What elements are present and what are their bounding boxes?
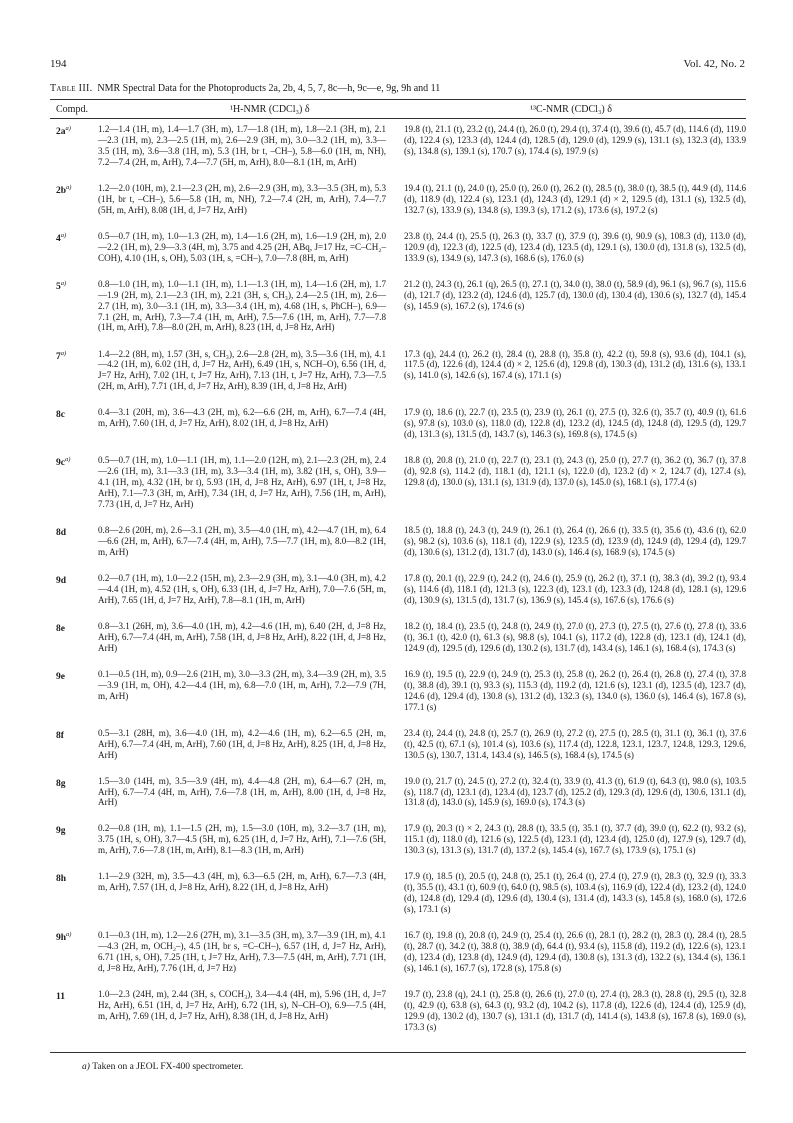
h-nmr-data: 0.5—0.7 (1H, m), 1.0—1.3 (2H, m), 1.4—1.6 (2H, m), 1.6—1.9 (2H, m), 2.0—2.2 (1H, m), 2.9—3.3 (4H, m), 3.75 and 4.25 (2H, ABq, J=17 Hz, =C–CH₂–COH), 4.10 (1H, s, OH), 5.03 (1H, s, =CH–), 7.0—7.8 (8H, m, ArH) [98,230,386,263]
c-nmr-data: 17.9 (t), 18.5 (t), 20.5 (t), 24.8 (t), 25.1 (t), 26.4 (t), 27.4 (t), 27.9 (t), 28.3 (t), 32.9 (t), 33.3 (t), 35.5 (t), 43.1 (t), 60.9 (t), 64.0 (t), 98.5 (s), 103.4 (s), 116.9 (d), 122.4 (d), 123.2 (d), 124.0 (d), 124.8 (d), 129.4 (d), 129.6 (d), 130.4 (s), 131.4 (d), 143.3 (s), 145.8 (s), 168.0 (s), 172.6 (s), 173.1 (s) [404,871,746,915]
compound-id: 9e [56,671,65,682]
footnote-mark: a) [82,1062,90,1072]
c-nmr-data: 19.8 (t), 21.1 (t), 23.2 (t), 24.4 (t), 26.0 (t), 29.4 (t), 37.4 (t), 39.6 (t), 45.7 (d), 114.6 (d), 119.0 (d), 122.4 (s), 123.3 (d), 124.4 (d), 128.5 (d), 129.0 (d), 129.9 (s), 131.1 (s), 132.3 (d), 133.9 (s), 134.8 (s), 139.1 (s), 170.7 (s), 174.4 (s), 197.9 (s) [404,124,746,156]
h-nmr-data: 0.8—2.6 (20H, m), 2.6—3.1 (2H, m), 3.5—4.0 (1H, m), 4.2—4.7 (1H, m), 6.4—6.6 (2H, m, ArH), 6.7—7.4 (4H, m, ArH), 7.5—7.7 (1H, m), 8.0—8.2 (1H, m, ArH) [98,525,386,558]
table-header-rule [50,118,746,119]
compound-id: 8e [56,624,65,635]
h-nmr-data: 0.4—3.1 (20H, m), 3.6—4.3 (2H, m), 6.2—6.6 (2H, m, ArH), 6.7—7.4 (4H, m, ArH), 7.60 (1H, d, J=7 Hz, ArH), 8.02 (1H, d, J=8 Hz, ArH) [98,407,386,429]
h-nmr-data: 0.2—0.8 (1H, m), 1.1—1.5 (2H, m), 1.5—3.0 (10H, m), 3.2—3.7 (1H, m), 3.75 (1H, s, OH), 3.7—4.5 (5H, m), 6.25 (1H, d, J=7 Hz, ArH), 7.1—7.6 (5H, m, ArH), 7.6—7.8 (1H, m, ArH), 8.1—8.3 (1H, m, ArH) [98,823,386,856]
c-nmr-data: 19.7 (t), 23.8 (q), 24.1 (t), 25.8 (t), 26.6 (t), 27.0 (t), 27.4 (t), 28.3 (t), 28.8 (t), 29.5 (t), 32.8 (t), 42.9 (t), 63.8 (s), 64.3 (t), 93.2 (d), 104.2 (s), 117.8 (d), 122.6 (d), 124.4 (d), 125.9 (d), 129.9 (d), 130.2 (d), 130.7 (s), 131.1 (d), 131.7 (d), 141.4 (s), 143.8 (s), 167.8 (s), 169.0 (s), 173.3 (s) [404,989,746,1032]
h-nmr-data: 1.1—2.9 (32H, m), 3.5—4.3 (4H, m), 6.3—6.5 (2H, m, ArH), 6.7—7.3 (4H, m, ArH), 7.57 (1H, d, J=8 Hz, ArH), 8.22 (1H, d, J=8 Hz, ArH) [98,871,386,893]
c-nmr-data: 23.4 (t), 24.4 (t), 24.8 (t), 25.7 (t), 26.9 (t), 27.2 (t), 27.5 (t), 28.5 (t), 31.1 (t), 36.1 (t), 37.6 (t), 42.5 (t), 67.1 (s), 101.4 (s), 103.6 (s), 117.4 (d), 122.8, 123.1, 123.7, 124.8, 129.3, 129.6, 130.5 (s), 130.7, 131.4, 143.4 (s), 146.5 (s), 168.4 (s), 174.5 (s) [404,727,746,760]
compound-id: 5$^{a)}$ [56,279,67,292]
table-top-rule [50,99,746,100]
table-bottom-rule [50,1052,746,1053]
compound-id: 7$^{a)}$ [56,349,67,362]
c-nmr-data: 21.2 (t), 24.3 (t), 26.1 (q), 26.5 (t), 27.1 (t), 34.0 (t), 38.0 (t), 58.9 (d), 96.1 (s), 96.7 (s), 115.6 (d), 121.7 (d), 123.2 (d), 124.6 (d), 125.7 (d), 130.0 (d), 130.4 (d), 130.6 (s), 132.7 (d), 145.4 (s), 145.9 (s), 167.2 (s), 174.6 (s) [404,278,746,311]
c-nmr-data: 19.4 (t), 21.1 (t), 24.0 (t), 25.0 (t), 26.0 (t), 26.2 (t), 28.5 (t), 38.0 (t), 38.5 (t), 44.9 (d), 114.6 (d), 118.9 (d), 122.4 (s), 123.1 (d), 124.3 (d), 129.1 (d) × 2, 129.5 (d), 131.1 (s), 132.5 (d), 132.7 (s), 133.9 (s), 134.8 (s), 139.3 (s), 171.2 (s), 173.6 (s), 197.2 (s) [404,182,746,215]
compound-id: $2b^{a)}$ [56,183,72,197]
h-nmr-data: 0.1—0.3 (1H, m), 1.2—2.6 (27H, m), 3.1—3.5 (3H, m), 3.7—3.9 (1H, m), 4.1—4.3 (2H, m, OCH₂–), 4.5 (1H, br s, =C–CH–), 6.57 (1H, d, J=7 Hz, ArH), 6.71 (1H, s, OH), 7.25 (1H, t, J=7 Hz, ArH), 7.3—7.5 (4H, m, ArH), 7.71 (1H, d, J=8 Hz, ArH), 7.76 (1H, d, J=7 Hz) [98,930,386,974]
table-label: Table III. [50,83,93,94]
c-nmr-data: 23.8 (t), 24.4 (t), 25.5 (t), 26.3 (t), 33.7 (t), 37.9 (t), 39.6 (t), 90.9 (s), 108.3 (d), 113.0 (d), 120.9 (d), 122.3 (d), 122.5 (d), 123.4 (d), 123.5 (d), 129.1 (s), 130.0 (d), 131.8 (s), 132.5 (d), 133.9 (s), 134.9 (s), 147.3 (s), 168.6 (s), 176.0 (s) [404,230,746,263]
compound-id: 8g [56,778,66,789]
table-title: NMR Spectral Data for the Photoproducts 2a, 2b, 4, 5, 7, 8c—h, 9c—e, 9g, 9h and 11 [97,83,441,94]
h-nmr-data: 0.8—3.1 (26H, m), 3.6—4.0 (1H, m), 4.2—4.6 (1H, m), 6.40 (2H, d, J=8 Hz, ArH), 6.7—7.4 (4H, m, ArH), 7.58 (1H, d, J=8 Hz, ArH), 8.22 (1H, d, J=8 Hz, ArH) [98,620,386,653]
c-nmr-data: 19.0 (t), 21.7 (t), 24.5 (t), 27.2 (t), 32.4 (t), 33.9 (t), 41.3 (t), 61.9 (t), 64.3 (t), 98.0 (s), 103.5 (s), 118.7 (d), 123.1 (d), 123.4 (d), 123.7 (d), 125.2 (d), 129.3 (d), 129.6 (d), 130.6, 131.1 (d), 131.8 (d), 143.0 (s), 145.9 (s), 169.0 (s), 174.3 (s) [404,775,746,808]
c-nmr-data: 17.3 (q), 24.4 (t), 26.2 (t), 28.4 (t), 28.8 (t), 35.8 (t), 42.2 (t), 59.8 (s), 93.6 (d), 104.1 (s), 117.5 (d), 122.6 (d), 124.4 (d) × 2, 125.6 (d), 129.8 (d), 130.3 (d), 131.2 (d), 131.6 (s), 133.1 (s), 141.0 (s), 142.6 (s), 167.4 (s), 171.1 (s) [404,348,746,381]
c-nmr-data: 16.9 (t), 19.5 (t), 22.9 (t), 24.9 (t), 25.3 (t), 25.8 (t), 26.2 (t), 26.4 (t), 26.8 (t), 27.4 (t), 37.8 (t), 38.8 (d), 39.1 (t), 93.3 (s), 115.3 (d), 119.2 (d), 121.6 (s), 123.1 (d), 123.5 (d), 123.7 (d), 124.6 (d), 129.4 (d), 130.8 (s), 131.2 (d), 132.3 (s), 134.0 (s), 136.0 (s), 146.4 (s), 167.8 (s), 177.1 (s) [404,668,746,712]
journal-volume: Vol. 42, No. 2 [683,58,745,70]
compound-id: 8d [56,528,67,539]
c-nmr-data: 17.9 (t), 18.6 (t), 22.7 (t), 23.5 (t), 23.9 (t), 26.1 (t), 27.5 (t), 32.6 (t), 35.7 (t), 40.9 (t), 61.6 (s), 97.8 (s), 103.0 (s), 118.0 (d), 122.8 (d), 123.2 (d), 124.5 (d), 124.8 (d), 129.5 (d), 129.7 (d), 131.3 (s), 131.5 (d), 143.7 (s), 146.3 (s), 169.8 (s), 174.5 (s) [404,407,746,440]
c-nmr-data: 18.5 (t), 18.8 (t), 24.3 (t), 24.9 (t), 26.1 (t), 26.4 (t), 26.6 (t), 33.5 (t), 35.6 (t), 43.6 (t), 62.0 (s), 98.2 (s), 103.6 (s), 118.1 (d), 122.9 (s), 123.5 (d), 123.9 (d), 124.9 (d), 129.4 (d), 129.7 (d), 130.6 (s), 131.2 (d), 131.7 (d), 143.0 (s), 146.4 (s), 168.9 (s), 174.5 (s) [404,525,746,558]
header-13c-nmr: ¹³C-NMR (CDCl₃) δ [530,104,612,115]
h-nmr-data: 0.5—0.7 (1H, m), 1.0—1.1 (1H, m), 1.1—2.0 (12H, m), 2.1—2.3 (2H, m), 2.4—2.6 (1H, m), 3.1—3.3 (1H, m), 3.3—3.4 (1H, m), 3.82 (1H, s, OH), 3.9—4.1 (1H, m), 4.32 (1H, br t), 5.93 (1H, d, J=8 Hz, ArH), 6.97 (1H, t, J=8 Hz, ArH), 7.1—7.3 (3H, m, ArH), 7.34 (1H, d, J=7 Hz, ArH), 7.56 (1H, m, ArH), 7.73 (1H, d, J=7 Hz, ArH) [98,455,386,510]
h-nmr-data: 1.2—2.0 (10H, m), 2.1—2.3 (2H, m), 2.6—2.9 (3H, m), 3.3—3.5 (3H, m), 5.3 (1H, br t, –CH–), 5.6—5.8 (1H, m, NH), 7.2—7.4 (2H, m, ArH), 7.4—7.7 (5H, m, ArH), 8.08 (1H, d, J=7 Hz, ArH) [98,182,386,215]
h-nmr-data: 1.4—2.2 (8H, m), 1.57 (3H, s, CH₃), 2.6—2.8 (2H, m), 3.5—3.6 (1H, m), 4.1—4.2 (1H, m), 6.02 (1H, d, J=7 Hz, ArH), 6.49 (1H, s, NCH–O), 6.56 (1H, d, J=7 Hz, ArH), 7.02 (1H, t, J=7 Hz, ArH), 7.13 (1H, t, J=7 Hz, ArH), 7.3—7.5 (2H, m, ArH), 7.71 (1H, d, J=7 Hz, ArH), 8.39 (1H, d, J=8 Hz, ArH) [98,348,386,392]
h-nmr-data: 0.2—0.7 (1H, m), 1.0—2.2 (15H, m), 2.3—2.9 (3H, m), 3.1—4.0 (3H, m), 4.2—4.4 (1H, m), 4.52 (1H, s, OH), 6.33 (1H, d, J=7 Hz, ArH), 7.0—7.6 (5H, m, ArH), 7.65 (1H, d, J=7 Hz, ArH), 7.8—8.1 (1H, m, ArH) [98,573,386,605]
c-nmr-data: 17.8 (t), 20.1 (t), 22.9 (t), 24.2 (t), 24.6 (t), 25.9 (t), 26.2 (t), 37.1 (t), 38.3 (d), 39.2 (t), 93.4 (s), 114.6 (d), 118.1 (d), 121.3 (s), 122.3 (d), 123.1 (d), 123.3 (d), 124.8 (d), 128.1 (s), 129.6 (d), 130.9 (s), 131.5 (d), 131.7 (s), 136.9 (s), 145.4 (s), 167.6 (s), 176.6 (s) [404,573,746,605]
c-nmr-data: 16.7 (t), 19.8 (t), 20.8 (t), 24.9 (t), 25.4 (t), 26.6 (t), 28.1 (t), 28.2 (t), 28.3 (t), 28.4 (t), 28.5 (t), 28.7 (t), 34.2 (t), 38.8 (t), 38.9 (d), 64.4 (t), 93.4 (s), 115.8 (d), 119.2 (d), 122.6 (s), 123.1 (d), 123.4 (d), 123.8 (d), 124.9 (d), 129.4 (d), 130.8 (s), 131.3 (d), 132.2 (s), 134.4 (s), 136.1 (s), 146.1 (s), 167.7 (s), 172.8 (s), 175.8 (s) [404,930,746,974]
h-nmr-data: 0.1—0.5 (1H, m), 0.9—2.6 (21H, m), 3.0—3.3 (2H, m), 3.4—3.9 (2H, m), 3.5—3.9 (1H, m, OH), 4.2—4.4 (1H, m), 6.8—7.0 (1H, m, ArH), 7.2—7.9 (7H, m, ArH) [98,668,386,701]
h-nmr-data: 1.2—1.4 (1H, m), 1.4—1.7 (3H, m), 1.7—1.8 (1H, m), 1.8—2.1 (3H, m), 2.1—2.3 (1H, m), 2.3—2.5 (1H, m), 2.6—2.9 (3H, m), 3.0—3.2 (1H, m), 3.3—3.5 (1H, m), 3.6—3.8 (1H, m), 5.3 (1H, br t, –CH–), 5.8—6.0 (1H, m, NH), 7.2—7.4 (2H, m, ArH), 7.4—7.7 (5H, m, ArH), 8.0—8.1 (1H, m, ArH) [98,124,386,167]
compound-id: 8f [56,730,64,741]
header-1h-nmr: ¹H-NMR (CDCl₃) δ [230,104,310,115]
compound-id: 8c [56,410,65,421]
header-compd: Compd. [56,104,88,115]
table-caption [50,83,750,94]
compound-id: 9g [56,826,66,837]
footnote-text: Taken on a JEOL FX-400 spectrometer. [92,1062,244,1072]
h-nmr-data: 0.8—1.0 (1H, m), 1.0—1.1 (1H, m), 1.1—1.3 (1H, m), 1.4—1.6 (2H, m), 1.7—1.9 (2H, m), 2.1—2.3 (1H, m), 2.21 (3H, s, CH₃), 2.4—2.5 (1H, m), 2.6—2.7 (1H, m), 3.0—3.1 (1H, m), 3.3—3.4 (1H, m), 4.68 (1H, s, PhCH–), 6.9—7.1 (2H, m, ArH), 7.3—7.4 (1H, m, ArH), 7.5—7.6 (1H, m, ArH), 7.7—7.8 (1H, m, ArH), 7.8—8.0 (2H, m, ArH), 8.23 (1H, d, J=8 Hz, ArH) [98,278,386,333]
footnote [82,1062,243,1072]
compound-id: $9c^{a)}$ [56,456,71,469]
c-nmr-data: 18.2 (t), 18.4 (t), 23.5 (t), 24.8 (t), 24.9 (t), 27.0 (t), 27.3 (t), 27.5 (t), 27.6 (t), 27.8 (t), 33.6 (t), 36.1 (t), 42.0 (t), 61.3 (s), 98.8 (s), 104.1 (s), 117.2 (d), 122.8 (d), 123.1 (d), 124.1 (d), 124.9 (d), 129.5 (d), 129.6 (d), 130.2 (s), 131.7 (d), 143.4 (s), 146.1 (s), 168.4 (s), 174.3 (s) [404,620,746,653]
compound-id: $2a^{a)}$ [56,125,71,138]
compound-id: $9h^{a)}$ [56,931,72,944]
compound-id: 8h [56,874,67,885]
c-nmr-data: 17.9 (t), 20.3 (t) × 2, 24.3 (t), 28.8 (t), 33.5 (t), 35.1 (t), 37.7 (d), 39.0 (t), 62.2 (t), 93.2 (s), 115.1 (d), 118.0 (d), 121.6 (s), 122.5 (d), 123.1 (d), 123.4 (d), 125.0 (d), 127.9 (s), 129.7 (d), 130.3 (s), 131.3 (s), 131.7 (d), 137.2 (s), 145.4 (s), 167.7 (s), 173.9 (s), 175.1 (s) [404,823,746,856]
page-number: 194 [50,58,67,70]
compound-id: 4$^{a)}$ [56,231,67,244]
h-nmr-data: 1.5—3.0 (14H, m), 3.5—3.9 (4H, m), 4.4—4.8 (2H, m), 6.4—6.7 (2H, m, ArH), 6.7—7.4 (4H, m, ArH), 7.6—7.8 (1H, m, ArH), 8.00 (1H, d, J=8 Hz, ArH) [98,775,386,808]
compound-id: 9d [56,576,67,587]
h-nmr-data: 0.5—3.1 (28H, m), 3.6—4.0 (1H, m), 4.2—4.6 (1H, m), 6.2—6.5 (2H, m, ArH), 6.7—7.4 (4H, m, ArH), 7.60 (1H, d, J=8 Hz, ArH), 8.25 (1H, d, J=8 Hz, ArH) [98,727,386,760]
h-nmr-data: 1.0—2.3 (24H, m), 2.44 (3H, s, COCH₃), 3.4—4.4 (4H, m), 5.96 (1H, d, J=7 Hz, ArH), 6.51 (1H, d, J=7 Hz, ArH), 6.72 (1H, s), N–CH–O), 6.9—7.5 (4H, m, ArH), 7.69 (1H, d, J=7 Hz, ArH), 8.38 (1H, d, J=8 Hz, ArH) [98,989,386,1022]
compound-id: 11 [56,992,65,1003]
c-nmr-data: 18.8 (t), 20.8 (t), 21.0 (t), 22.7 (t), 23.1 (t), 24.3 (t), 25.0 (t), 27.7 (t), 36.2 (t), 36.7 (t), 37.8 (d), 92.8 (s), 114.2 (d), 118.1 (d), 121.1 (s), 122.0 (d), 123.2 (d) × 2, 124.7 (d), 127.4 (s), 129.8 (d), 130.0 (s), 131.1 (s), 131.9 (d), 137.0 (s), 145.0 (s), 168.1 (s), 177.4 (s) [404,455,746,488]
